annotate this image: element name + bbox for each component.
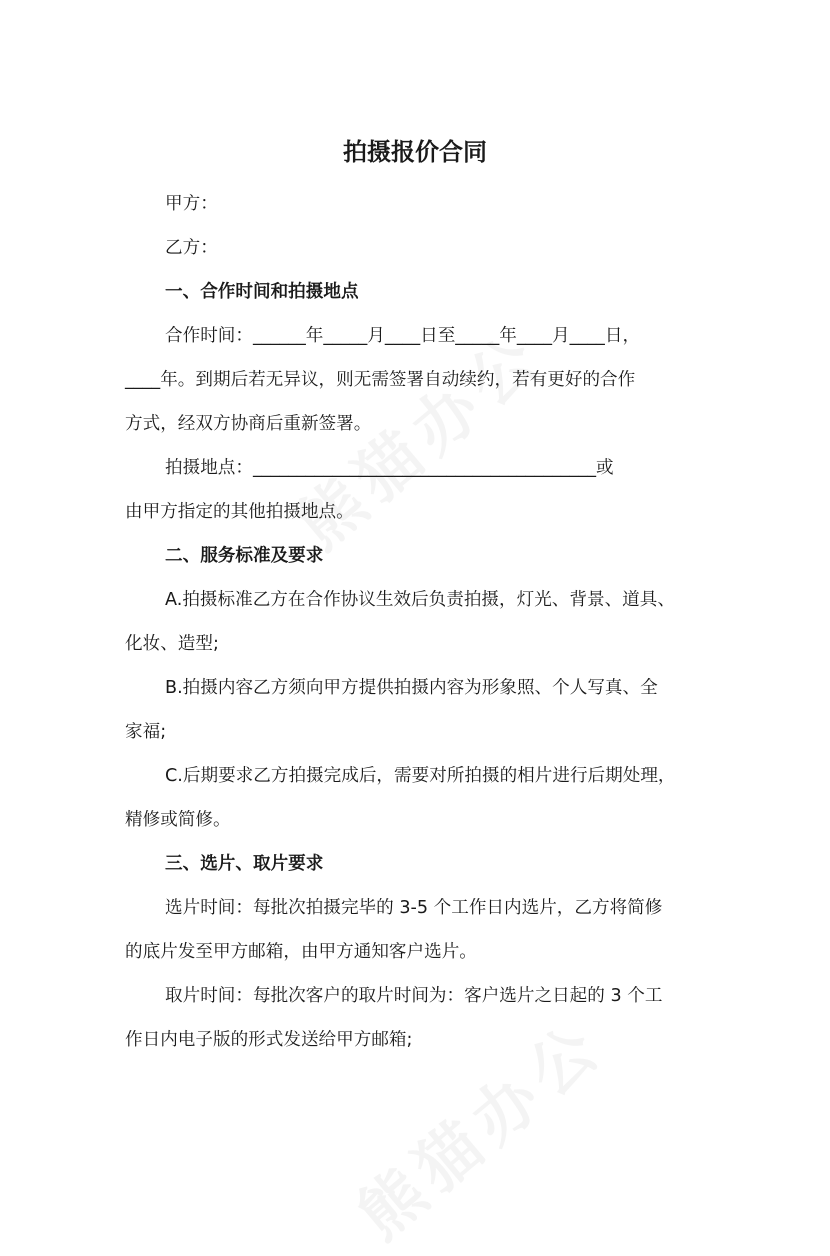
paragraph-line: 方式，经双方协商后重新签署。 — [125, 414, 372, 434]
paragraph-line: 化妆、造型; — [125, 634, 219, 654]
paragraph-line: 精修或简修。 — [125, 810, 231, 830]
paragraph-line: 家福; — [125, 722, 167, 742]
section-heading-cooperation: 一、合作时间和拍摄地点 — [165, 282, 359, 302]
section-heading-selection: 三、选片、取片要求 — [165, 854, 324, 874]
pickup-time-line: 取片时间：每批次客户的取片时间为：客户选片之日起的 3 个工 — [165, 986, 663, 1006]
paragraph-line: 作日内电子版的形式发送给甲方邮箱; — [125, 1030, 413, 1050]
shooting-location-line: 拍摄地点：_______________________________________或 — [165, 458, 614, 478]
party-b-line: 乙方： — [165, 238, 218, 258]
clause-a-line: A.拍摄标准乙方在合作协议生效后负责拍摄，灯光、背景、道具、 — [165, 590, 675, 610]
selection-time-line: 选片时间：每批次拍摄完毕的 3-5 个工作日内选片，乙方将简修 — [165, 898, 663, 918]
paragraph-line: ____年。到期后若无异议，则无需签署自动续约，若有更好的合作 — [125, 370, 636, 390]
section-heading-service: 二、服务标准及要求 — [165, 546, 324, 566]
paragraph-line: 的底片发至甲方邮箱，由甲方通知客户选片。 — [125, 942, 477, 962]
clause-b-line: B.拍摄内容乙方须向甲方提供拍摄内容为形象照、个人写真、全 — [165, 678, 658, 698]
paragraph-line: 由甲方指定的其他拍摄地点。 — [125, 502, 354, 522]
clause-c-line: C.后期要求乙方拍摄完成后，需要对所拍摄的相片进行后期处理， — [165, 766, 676, 786]
party-a-line: 甲方： — [165, 194, 218, 214]
document-title: 拍摄报价合同 — [343, 138, 487, 166]
cooperation-time-line: 合作时间：______年_____月____日至_____年____月____日， — [165, 326, 641, 346]
